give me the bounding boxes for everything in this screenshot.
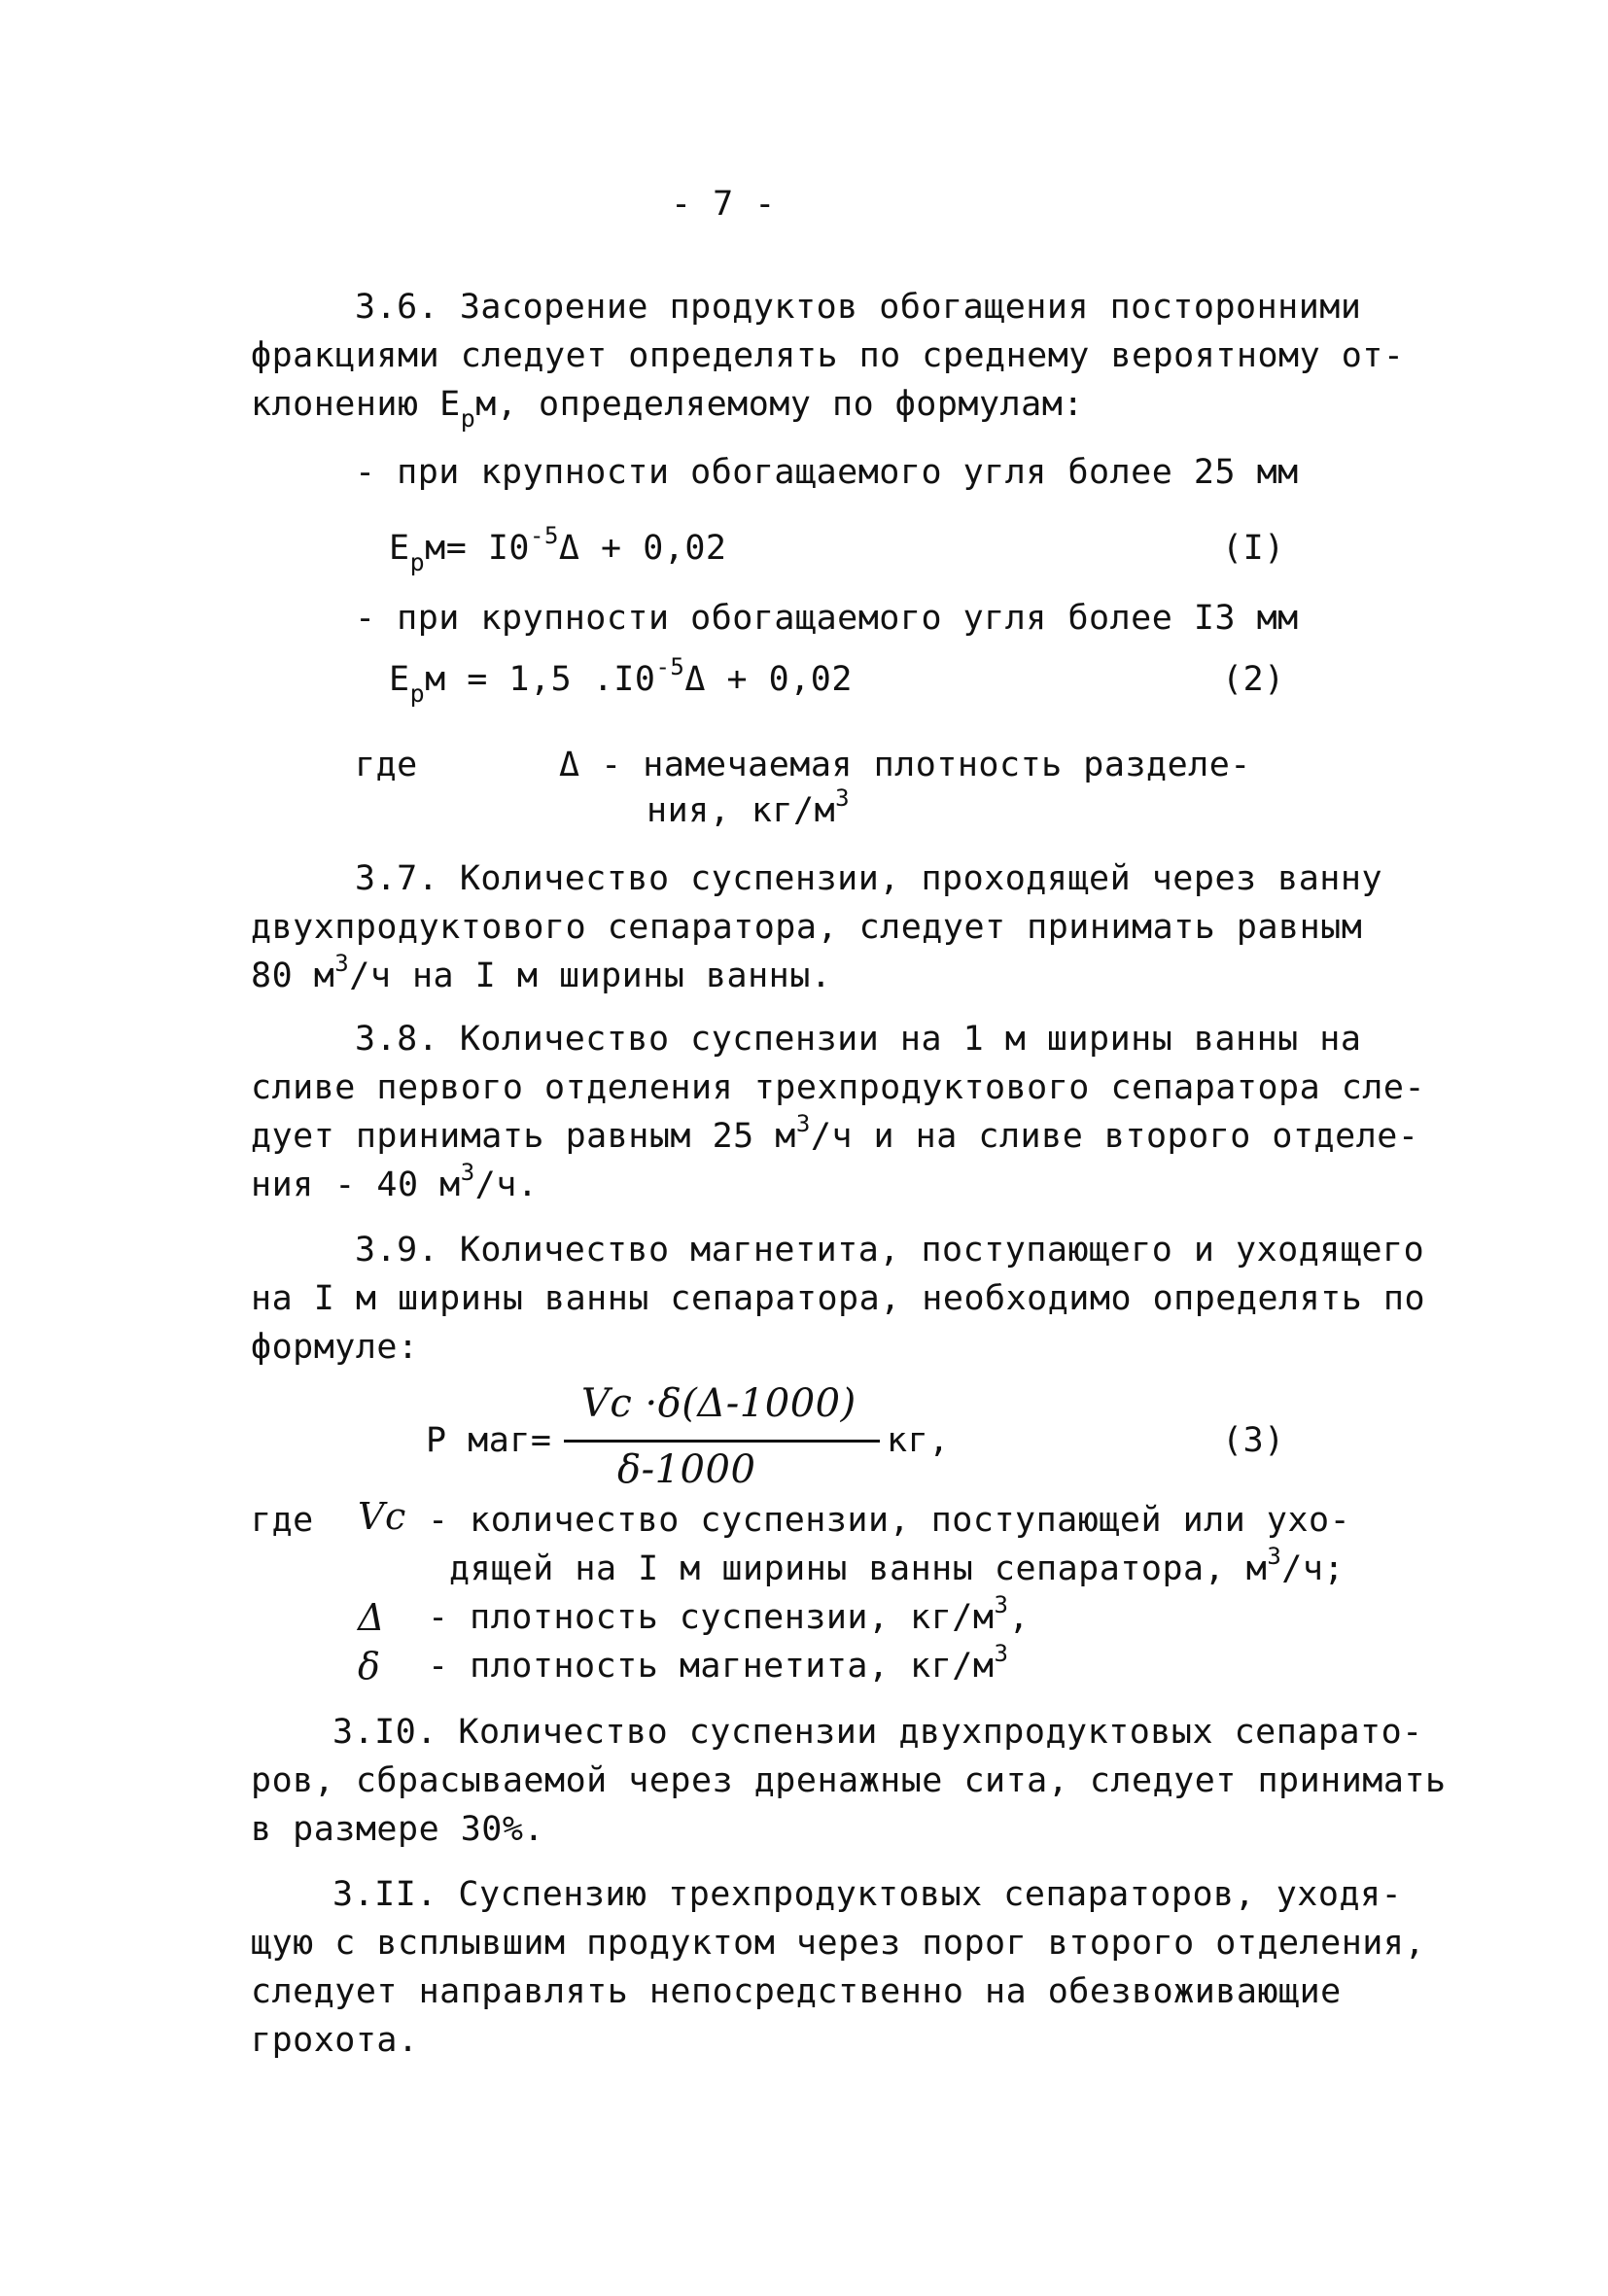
case-coarse-25mm: - при крупности обогащаемого угля более 25 мм xyxy=(355,453,1299,492)
symbol-delta: Δ xyxy=(358,1596,385,1639)
formula-2-number: (2) xyxy=(1222,660,1285,699)
page-number: - 7 - xyxy=(671,185,776,224)
definition-delta: Δ - намечаемая плотность разделе- xyxy=(559,746,1251,784)
section-3-11-line-2: щую с всплывшим продуктом через порог второго отделения, xyxy=(251,1924,1426,1963)
section-3-7-line-1: 3.7. Количество суспензии, проходящей через ванну xyxy=(355,859,1383,898)
formula-1-number: (I) xyxy=(1222,529,1285,568)
section-3-9-line-3: формуле: xyxy=(251,1328,419,1367)
section-3-7-line-2: двухпродуктового сепаратора, следует принимать равным xyxy=(251,908,1363,947)
definition-delta-cont: ния, $кг/м^3$ xyxy=(647,784,851,830)
section-3-8-line-3: дует принимать равным 25 $м^3/ч$ и на сливе второго отделе- xyxy=(251,1110,1419,1156)
section-3-8-line-1: 3.8. Количество суспензии на 1 м ширины ванны на xyxy=(355,1020,1362,1059)
formula-3-numerator: Vс ·δ(Δ-1000) xyxy=(581,1381,856,1426)
formula-1: $Е_рм= I0^{-5}\Delta + 0,02$ xyxy=(389,522,727,576)
definition-vc-cont: дящей на I м ширины ванны сепаратора, $м^3/ч$; xyxy=(449,1543,1345,1588)
section-3-9-line-1: 3.9. Количество магнетита, поступающего и уходящего xyxy=(355,1231,1425,1270)
section-3-6-line-2: фракциями следует определять по среднему вероятному от- xyxy=(251,336,1405,375)
where-label-1: где xyxy=(355,746,418,784)
section-3-6-line-1: 3.6. Засорение продуктов обогащения посторонними xyxy=(355,288,1362,327)
section-3-10-line-3: в размере 30%. xyxy=(251,1810,545,1849)
symbol-vc: Vс xyxy=(358,1495,406,1538)
definition-magnetite-density: - плотность магнетита, $кг/м^3$ xyxy=(428,1640,1009,1686)
where-label-2: где xyxy=(251,1501,314,1540)
definition-vc: - количество суспензии, поступающей или ухо- xyxy=(428,1501,1351,1540)
section-3-6-line-3: клонению $Е_рм$, определяемому по формулам: xyxy=(251,385,1084,433)
section-3-9-line-2: на I м ширины ванны сепаратора, необходимо определять по xyxy=(251,1279,1426,1318)
formula-3-fraction-bar xyxy=(564,1440,880,1443)
symbol-small-delta: δ xyxy=(358,1645,381,1687)
formula-3-unit: кг, xyxy=(887,1421,950,1460)
section-3-11-line-1: 3.II. Суспензию трехпродуктовых сепараторов, уходя- xyxy=(332,1875,1403,1914)
section-3-7-line-3: 80 $м^3/ч$ на I м ширины ванны. xyxy=(251,950,832,995)
case-coarse-13mm: - при крупности обогащаемого угля более I3 мм xyxy=(355,599,1299,638)
formula-3-denominator: δ-1000 xyxy=(617,1447,756,1492)
section-3-10-line-2: ров, сбрасываемой через дренажные сита, следует принимать xyxy=(251,1761,1447,1800)
formula-3-number: (3) xyxy=(1222,1421,1285,1460)
section-3-10-line-1: 3.I0. Количество суспензии двухпродуктовых сепарато- xyxy=(332,1713,1423,1752)
section-3-8-line-2: сливе первого отделения трехпродуктового сепаратора сле- xyxy=(251,1068,1426,1107)
section-3-11-line-4: грохота. xyxy=(251,2021,419,2060)
definition-suspension-density: - плотность суспензии, $кг/м^3$, xyxy=(428,1591,1030,1637)
section-3-11-line-3: следует направлять непосредственно на обезвоживающие xyxy=(251,1972,1342,2011)
formula-2: $Е_рм = 1,5$ $.I0^{-5}\Delta + 0,02$ xyxy=(389,653,853,708)
section-3-8-line-4: ния - 40 $м^3/ч$. xyxy=(251,1159,539,1204)
formula-3-lhs: Р маг= xyxy=(426,1421,552,1460)
